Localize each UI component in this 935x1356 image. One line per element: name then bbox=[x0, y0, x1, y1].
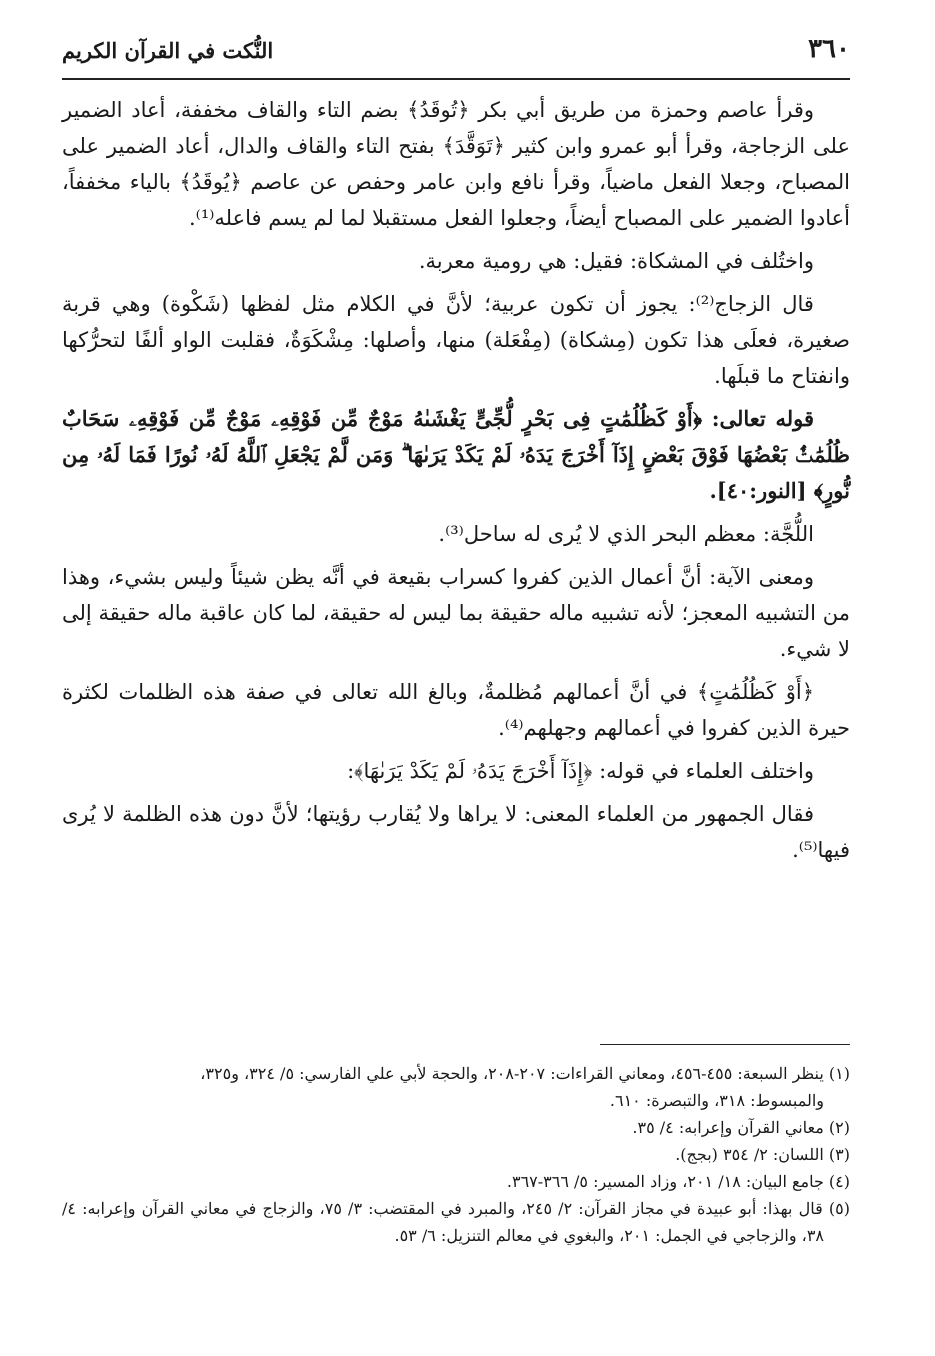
footnote-1: (١) ينظر السبعة: ٤٥٥-٤٥٦، ومعاني القراءات: ٢٠٧-٢٠٨، والحجة لأبي علي الفارسي: ٥/ ٣٢٤، و٣٢٥، bbox=[200, 1064, 850, 1083]
paragraph-zajjaj: قال الزجاج⁽²⁾: يجوز أن تكون عربية؛ لأنَّ في الكلام مثل لفظها (شَكْوة) وهي قربة صغيرة، فعلَى هذا تكون (مِشكاة) (مِفْعَلة) منها، وأصلها: مِشْكَوَةٌ، فقلبت الواو ألفًا لتحرُّكها وانفتاح ما قبلَها. bbox=[62, 292, 850, 388]
page-number: ٣٦٠ bbox=[808, 34, 850, 64]
page-header bbox=[62, 30, 850, 80]
paragraph-readings: وقرأ عاصم وحمزة من طريق أبي بكر ﴿تُوقَدُ﴾ بضم التاء والقاف مخففة، أعاد الضمير على الزجاجة، وقرأ أبو عمرو وابن كثير ﴿تَوَقَّدَ﴾ بفتح التاء والقاف والدال، أعاد الضمير على المصباح، وجعلا الفعل ماضياً، وقرأ نافع وابن عامر وحفص عن عاصم ﴿يُوقَدُ﴾ بالياء مخففاً، أعادوا الضمير على المصباح أيضاً، وجعلوا الفعل مستقبلا لما لم يسم فاعله⁽¹⁾. bbox=[62, 98, 850, 230]
footnote-separator bbox=[600, 1044, 850, 1045]
paragraph-majority-view: فقال الجمهور من العلماء المعنى: لا يراها ولا يُقارب رؤيتها؛ لأنَّ دون هذه الظلمة لا يُرى فيها⁽⁵⁾. bbox=[62, 802, 850, 862]
running-title: النُّكت في القرآن الكريم bbox=[62, 38, 274, 63]
paragraph-scholars-differ: واختلف العلماء في قوله: ﴿إِذَآ أَخْرَجَ يَدَهُۥ لَمْ يَكَدْ يَرَىٰهَا﴾: bbox=[347, 759, 814, 783]
footnote-4: (٤) جامع البيان: ١٨/ ٢٠١، وزاد المسير: ٥/ ٣٦٦-٣٦٧. bbox=[506, 1172, 850, 1191]
paragraph-darkness: ﴿أَوْ كَظُلُمَٰتٍ﴾ في أنَّ أعمالهم مُظلمةٌ، وبالغ الله تعالى في صفة هذه الظلمات لكثرة حيرة الذين كفروا في أعمالهم وجهلهم⁽⁴⁾. bbox=[62, 680, 850, 740]
footnotes bbox=[62, 1060, 850, 1249]
paragraph-lujja: اللُّجَّة: معظم البحر الذي لا يُرى له ساحل⁽³⁾. bbox=[438, 522, 814, 546]
footnote-1-continued: والمبسوط: ٣١٨، والتبصرة: ٦١٠. bbox=[609, 1091, 824, 1110]
footnote-3: (٣) اللسان: ٢/ ٣٥٤ (بجج). bbox=[675, 1145, 850, 1164]
paragraph-mishkat-origin: واختُلف في المشكاة: فقيل: هي رومية معربة. bbox=[418, 249, 814, 273]
paragraph-verse-an-nur-40: قوله تعالى: ﴿أَوْ كَظُلُمَٰتٍ فِى بَحْرٍ لُّجِّىٍّ يَغْشَىٰهُ مَوْجٌ مِّن فَوْقِهِۦ مَوْجٌ مِّن فَوْقِهِۦ سَحَابٌ ظُلُمَٰتٌۢ بَعْضُهَا فَوْقَ بَعْضٍ إِذَآ أَخْرَجَ يَدَهُۥ لَمْ يَكَدْ يَرَىٰهَا ۗ وَمَن لَّمْ يَجْعَلِ ٱللَّهُ لَهُۥ نُورًا فَمَا لَهُۥ مِن نُّورٍ﴾ [النور:٤٠]. bbox=[62, 406, 850, 503]
footnote-5: (٥) قال بهذا: أبو عبيدة في مجاز القرآن: ٢/ ٢٤٥، والمبرد في المقتضب: ٣/ ٧٥، والزجاج في معاني القرآن وإعرابه: ٤/ ٣٨، والزجاجي في الجمل: ٢٠١، والبغوي في معالم التنزيل: ٦/ ٥٣. bbox=[62, 1199, 850, 1245]
footnote-2: (٢) معاني القرآن وإعرابه: ٤/ ٣٥. bbox=[632, 1118, 850, 1137]
main-text bbox=[62, 92, 850, 875]
paragraph-verse-meaning: ومعنى الآية: أنَّ أعمال الذين كفروا كسراب بقيعة في أنَّه يظن شيئاً وليس بشيء، وهذا من التشبيه المعجز؛ لأنه تشبيه ماله حقيقة بما ليس له حقيقة، لما كان عاقبة ماله حقيقة إلى لا شيء. bbox=[62, 565, 850, 661]
